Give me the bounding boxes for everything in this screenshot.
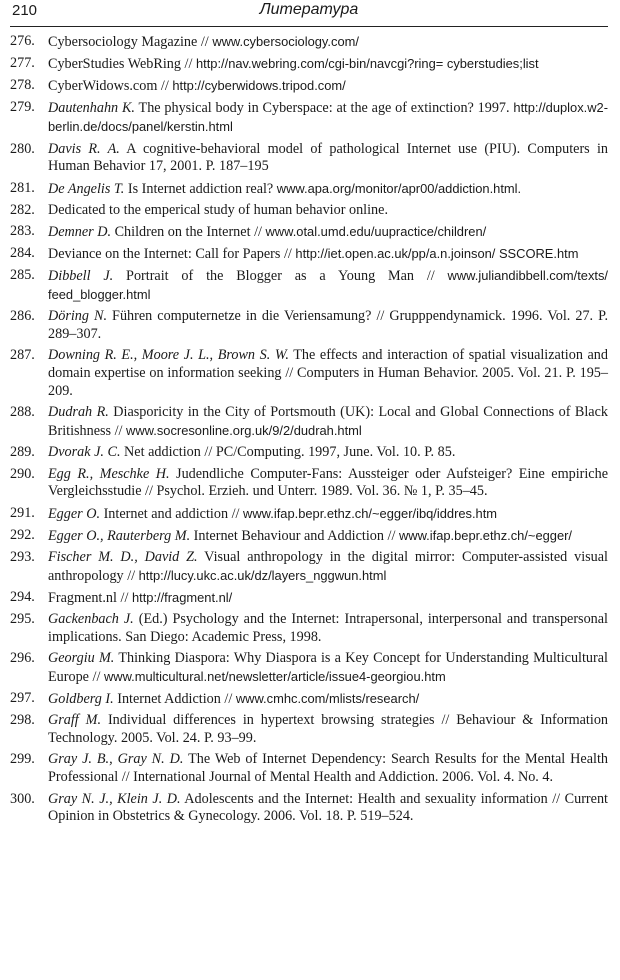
reference-authors: Egger O. [48,505,101,522]
reference-authors: Demner D. [48,223,112,240]
reference-entry [10,589,608,608]
reference-text [48,141,608,177]
reference-authors: Dvorak J. C. [48,444,121,461]
reference-url[interactable]: www.socresonline.org.uk/9/2/dudrah.html [126,423,362,439]
reference-authors: Davis R. A. [48,140,120,157]
reference-entry [10,55,608,74]
reference-text [48,466,608,502]
reference-number: 297. [10,690,35,707]
reference-segment: Internet Behaviour and Addiction // [190,527,399,544]
reference-number: 294. [10,588,35,605]
reference-url[interactable]: www.juliandibbell.com/texts/ feed_blogger.html [48,268,609,303]
reference-number: 282. [10,201,35,218]
reference-text [48,404,608,441]
reference-authors: Goldberg I. [48,691,114,708]
reference-authors: De Angelis T. [48,180,125,197]
reference-text [48,751,608,787]
reference-entry [10,444,608,462]
reference-authors: Egg R., Meschke H. [48,465,170,482]
reference-authors: Graff M. [48,712,102,729]
reference-number: 299. [10,751,35,768]
reference-text [48,267,608,305]
reference-entry [10,611,608,647]
reference-entry [10,267,608,305]
reference-entry [10,141,608,177]
reference-entry [10,549,608,586]
reference-entry [10,690,608,709]
reference-url[interactable]: http://iet.open.ac.uk/pp/a.n.joinson/ SSCORE.htm [295,246,579,262]
reference-segment: Diasporicity in the City of Portsmouth (UK): Local and Global Connections of Black Britishness // [48,404,608,440]
reference-number: 276. [10,33,35,49]
page-header [10,0,608,27]
reference-entry [10,712,608,748]
reference-number: 289. [10,444,35,461]
reference-segment: (Ed.) Psychology and the Internet: Intrapersonal, interpersonal and transpersonal implications. San Diego: Academic Press, 1998. [48,611,609,646]
reference-entry [10,223,608,242]
reference-entry [10,308,608,344]
reference-text [48,712,608,748]
reference-segment: Cybersociology Magazine // [48,34,213,50]
reference-segment: Judendliche Computer-Fans: Aussteiger oder Aufsteiger? Eine empiriche Vergleichsstudie // Psychol. Erzieh. und Unterr. 1989. Vol. 36. № 1, P. 35–45. [48,465,608,500]
reference-segment: Children on the Internet // [111,223,266,240]
reference-entry [10,791,608,827]
reference-authors: Dautenhahn K. [48,100,135,117]
reference-entry [10,527,608,546]
reference-segment: Dedicated to the emperical study of human behavior online. [48,201,388,218]
reference-text [48,223,608,242]
reference-text [48,650,608,687]
reference-number: 291. [10,504,35,521]
reference-segment: Visual anthropology in the digital mirror: Computer-assisted visual anthropology // [48,548,609,584]
reference-segment: A cognitive-behavioral model of pathological Internet use (PIU). Computers in Human Behavior 17, 2001. P. 187–195 [48,140,608,175]
reference-entry [10,751,608,787]
reference-number: 283. [10,222,35,239]
reference-segment: The physical body in Cyberspace: at the age of extinction? 1997. [134,100,514,117]
reference-list [10,27,608,826]
reference-number: 296. [10,650,35,667]
reference-url[interactable]: www.otal.umd.edu/uupractice/children/ [265,223,487,239]
reference-segment: Is Internet addiction real? [124,180,277,197]
reference-segment: CyberWidows.com // [48,78,173,95]
reference-url[interactable]: http://cyberwidows.tripod.com/ [172,78,346,94]
reference-number: 288. [10,404,35,421]
reference-segment: Deviance on the Internet: Call for Papers // [48,246,296,263]
reference-url[interactable]: www.cmhc.com/mlists/research/ [235,691,420,707]
reference-text [48,180,608,199]
reference-text [48,611,608,647]
reference-number: 279. [10,99,35,116]
reference-number: 300. [10,790,35,807]
reference-entry [10,466,608,502]
reference-number: 293. [10,548,35,565]
reference-segment: The effects and interaction of spatial visualization and domain expertise on information seeking // Computers in Human Behavior. 2005. Vol. 21. P. 195–209. [48,347,608,400]
reference-authors: Dibbell J. [48,268,114,285]
reference-segment: The Web of Internet Dependency: Search Results for the Mental Health Professional // International Journal of Mental Health and Addiction. 2006. Vol. 4. No. 4. [48,751,608,786]
reference-entry [10,77,608,96]
reference-url[interactable]: www.apa.org/monitor/apr00/addiction.html. [276,180,522,196]
reference-number: 285. [10,267,35,284]
reference-number: 281. [10,179,35,196]
reference-segment: Fragment.nl // [48,589,132,606]
reference-number: 287. [10,347,35,364]
reference-url[interactable]: http://nav.webring.com/cgi-bin/navcgi?ring= cyberstudies;list [195,56,539,72]
reference-text [48,308,608,344]
reference-url[interactable]: http://duplox.w2-berlin.de/docs/panel/kerstin.html [48,100,608,135]
reference-authors: Georgiu M. [48,650,115,667]
reference-text [48,589,608,608]
reference-url[interactable]: http://lucy.ukc.ac.uk/dz/layers_nggwun.html [138,567,387,583]
reference-text [48,690,608,709]
reference-entry [10,99,608,137]
reference-authors: Dudrah R. [48,404,109,421]
running-title: Литература [259,1,359,18]
reference-text [48,77,608,96]
reference-entry [10,650,608,687]
reference-segment: Führen computernetze in die Veriensamung? // Grupppendynamick. 1996. Vol. 27. P. 289–307. [48,308,609,343]
reference-text [48,549,608,586]
reference-text [48,33,608,52]
reference-segment: Internet and addiction // [100,505,244,522]
reference-entry [10,202,608,220]
reference-url[interactable]: www.ifap.bepr.ethz.ch/~egger/ibq/iddres.htm [243,505,498,521]
reference-url[interactable]: www.cybersociology.com/ [212,34,359,49]
reference-segment: Internet Addiction // [113,691,236,708]
reference-entry [10,505,608,524]
reference-text [48,791,608,827]
reference-segment: Adolescents and the Internet: Health and sexuality information // Current Opinion in Obstetrics & Gynecology. 2006. Vol. 18. P. 519–524. [48,790,608,825]
reference-segment: CyberStudies WebRing // [48,56,196,73]
reference-number: 286. [10,308,35,325]
reference-entry [10,347,608,401]
reference-authors: Egger O., Rauterberg M. [48,527,191,544]
reference-text [48,202,608,220]
reference-text [48,245,608,264]
reference-text [48,99,608,137]
reference-authors: Gray N. J., Klein J. D. [48,790,181,807]
reference-number: 290. [10,465,35,482]
reference-authors: Gackenbach J. [48,611,134,628]
reference-number: 280. [10,140,35,157]
reference-text [48,505,608,524]
reference-number: 298. [10,712,35,729]
reference-authors: Downing R. E., Moore J. L., Brown S. W. [48,347,289,364]
reference-text [48,527,608,546]
reference-segment: Thinking Diaspora: Why Diaspora is a Key Concept for Understanding Multicultural Europe // [48,650,608,686]
reference-url[interactable]: http://fragment.nl/ [131,589,233,605]
reference-text [48,55,608,74]
reference-authors: Gray J. B., Gray N. D. [48,751,184,768]
reference-segment: Net addiction // PC/Computing. 1997, June. Vol. 10. P. 85. [120,444,456,461]
reference-entry [10,180,608,199]
reference-number: 292. [10,526,35,543]
reference-authors: Döring N. [48,308,108,325]
reference-url[interactable]: www.ifap.bepr.ethz.ch/~egger/ [398,527,573,543]
reference-segment: Portrait of the Blogger as a Young Man // [113,268,448,285]
reference-number: 277. [10,55,35,72]
reference-number: 295. [10,611,35,628]
reference-entry [10,33,608,52]
reference-authors: Fischer M. D., David Z. [48,548,198,565]
reference-number: 284. [10,245,35,262]
reference-segment: Individual differences in hypertext browsing strategies // Behaviour & Information Technology. 2005. Vol. 24. P. 93–99. [48,712,609,747]
reference-text [48,347,608,401]
reference-number: 278. [10,77,35,94]
reference-entry [10,404,608,441]
page-number: 210 [12,2,38,19]
reference-url[interactable]: www.multicultural.net/newsletter/article/issue4-georgiou.htm [103,669,446,685]
reference-entry [10,245,608,264]
reference-text [48,444,608,462]
